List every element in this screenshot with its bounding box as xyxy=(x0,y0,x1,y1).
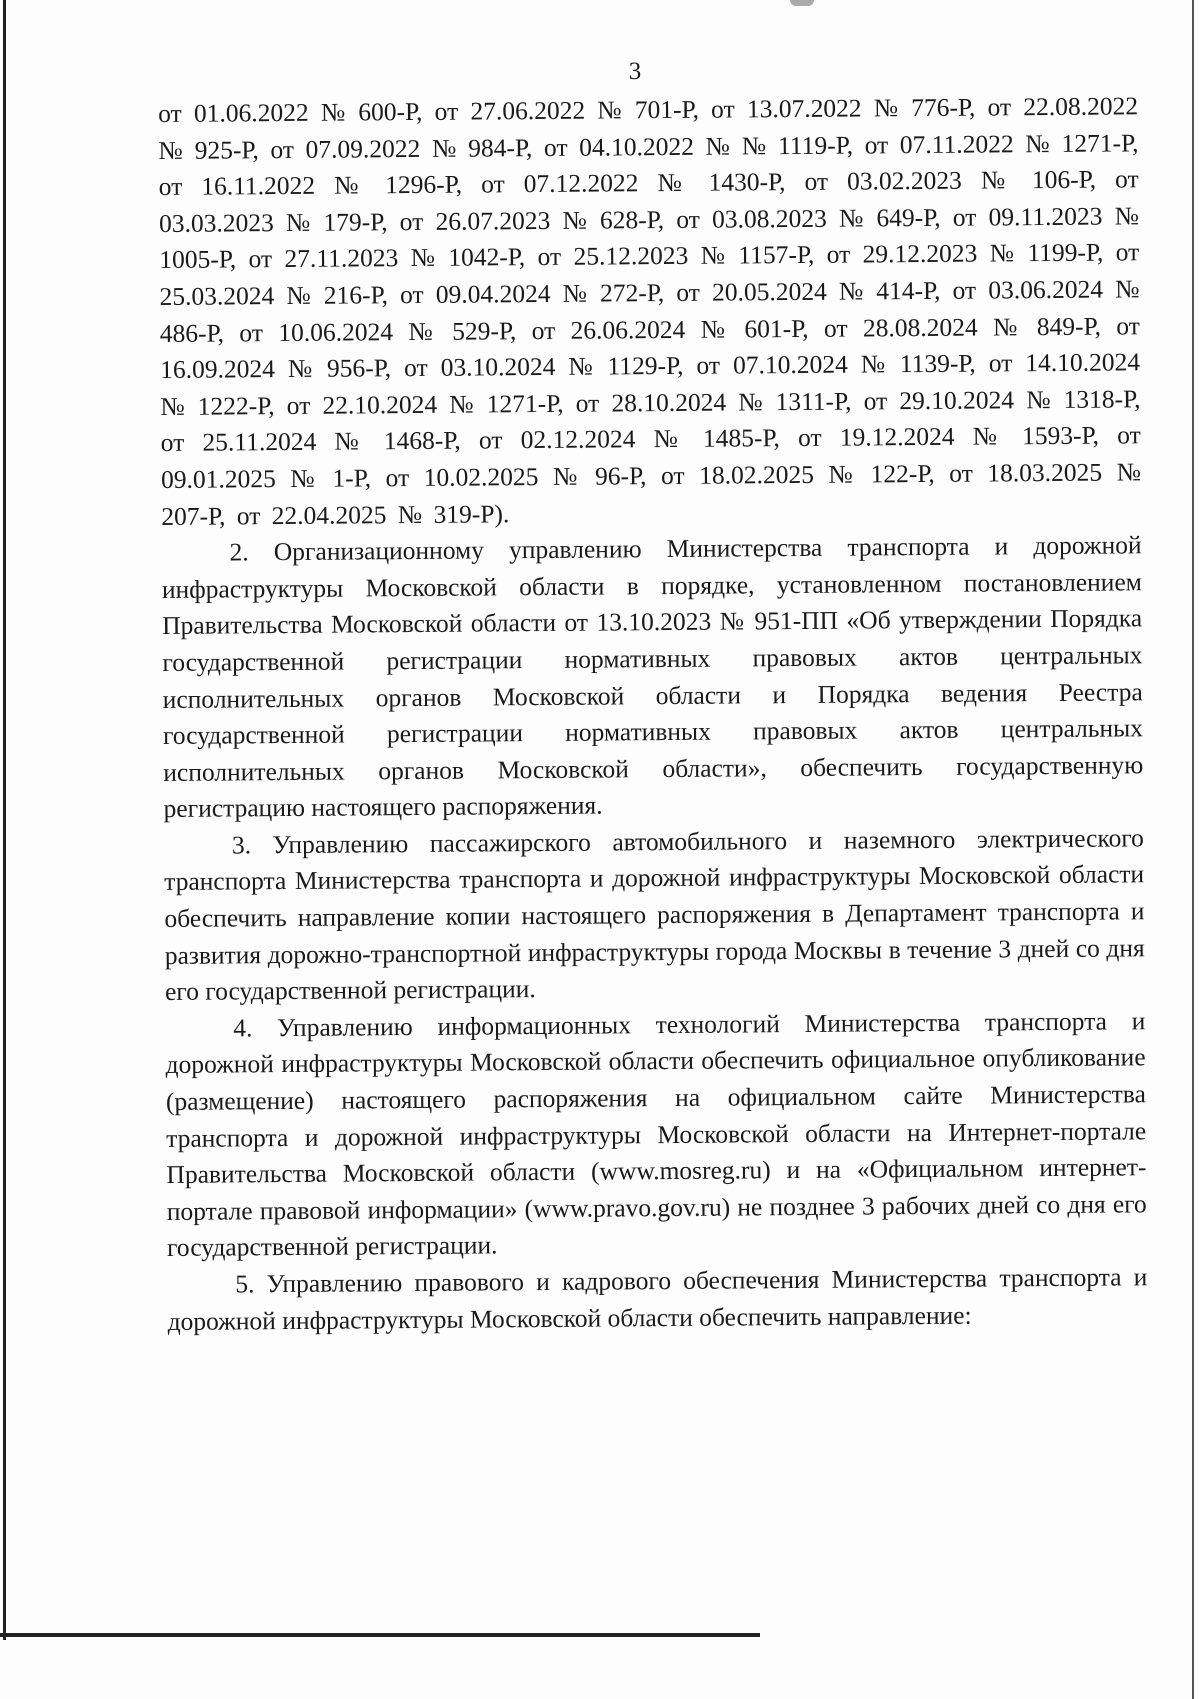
scan-mark xyxy=(790,0,814,6)
amendment-references: от 01.06.2022 № 600-Р, от 27.06.2022 № 701-Р, от 13.07.2022 № 776-Р, от 22.08.2022 № 925-Р, от 07.09.2022 № 984-Р, от 04.10.2022 № № 1119-Р, от 07.11.2022 № 1271-Р, от 16.11.2022 № 1296-Р, от 07.12.2022 № 1430-Р, от 03.02.2023 № 106-Р, от 03.03.2023 № 179-Р, от 26.07.2023 № 628-Р, от 03.08.2023 № 649-Р, от 09.11.2023 № 1005-Р, от 27.11.2023 № 1042-Р, от 25.12.2023 № 1157-Р, от 29.12.2023 № 1199-Р, от 25.03.2024 № 216-Р, от 09.04.2024 № 272-Р, от 20.05.2024 № 414-Р, от 03.06.2024 № 486-Р, от 10.06.2024 № 529-Р, от 26.06.2024 № 601-Р, от 28.08.2024 № 849-Р, от 16.09.2024 № 956-Р, от 03.10.2024 № 1129-Р, от 07.10.2024 № 1139-Р, от 14.10.2024 № 1222-Р, от 22.10.2024 № 1271-Р, от 28.10.2024 № 1311-Р, от 29.10.2024 № 1318-Р, от 25.11.2024 № 1468-Р, от 02.12.2024 № 1485-Р, от 19.12.2024 № 1593-Р, от 09.01.2025 № 1-Р, от 10.02.2025 № 96-Р, от 18.02.2025 № 122-Р, от 18.03.2025 № 207-Р, от 22.04.2025 № 319-Р). xyxy=(158,91,1142,531)
paragraph-5: 5. Управлению правового и кадрового обеспечения Министерства транспорта и дорожной инфраструктуры Московской области обеспечить направление: xyxy=(167,1262,1148,1336)
scan-border-left xyxy=(3,0,6,1640)
paragraph-2: 2. Организационному управлению Министерства транспорта и дорожной инфраструктуры Московской области в порядке, установленном постановлением Правительства Московской области от 13.10.2023 № 951-ПП «Об утверждении Порядка государственной регистрации нормативных правовых актов центральных исполнительных органов Московской области и Порядка ведения Реестра государственной регистрации нормативных правовых актов центральных исполнительных органов Московской области», обеспечить государственную регистрацию настоящего распоряжения. xyxy=(161,530,1144,824)
document-body xyxy=(158,88,1148,1340)
page-number: 3 xyxy=(628,58,642,85)
scan-border-bottom xyxy=(0,1633,760,1637)
scan-border-right xyxy=(1192,0,1194,1699)
paragraph-4: 4. Управлению информационных технологий Министерства транспорта и дорожной инфраструктуры Московской области обеспечить официальное опубликование (размещение) настоящего распоряжения на официальном сайте Министерства транспорта и дорожной инфраструктуры Московской области на Интернет-портале Правительства Московской области (www.mosreg.ru) и на «Официальном интернет-портале правовой информации» (www.pravo.gov.ru) не позднее 3 рабочих дней со дня его государственной регистрации. xyxy=(165,1006,1147,1263)
paragraph-3: 3. Управлению пассажирского автомобильного и наземного электрического транспорта Министерства транспорта и дорожной инфраструктуры Московской области обеспечить направление копии настоящего распоряжения в Департамент транспорта и развития дорожно-транспортной инфраструктуры города Москвы в течение 3 дней со дня его государственной регистрации. xyxy=(164,823,1145,1007)
